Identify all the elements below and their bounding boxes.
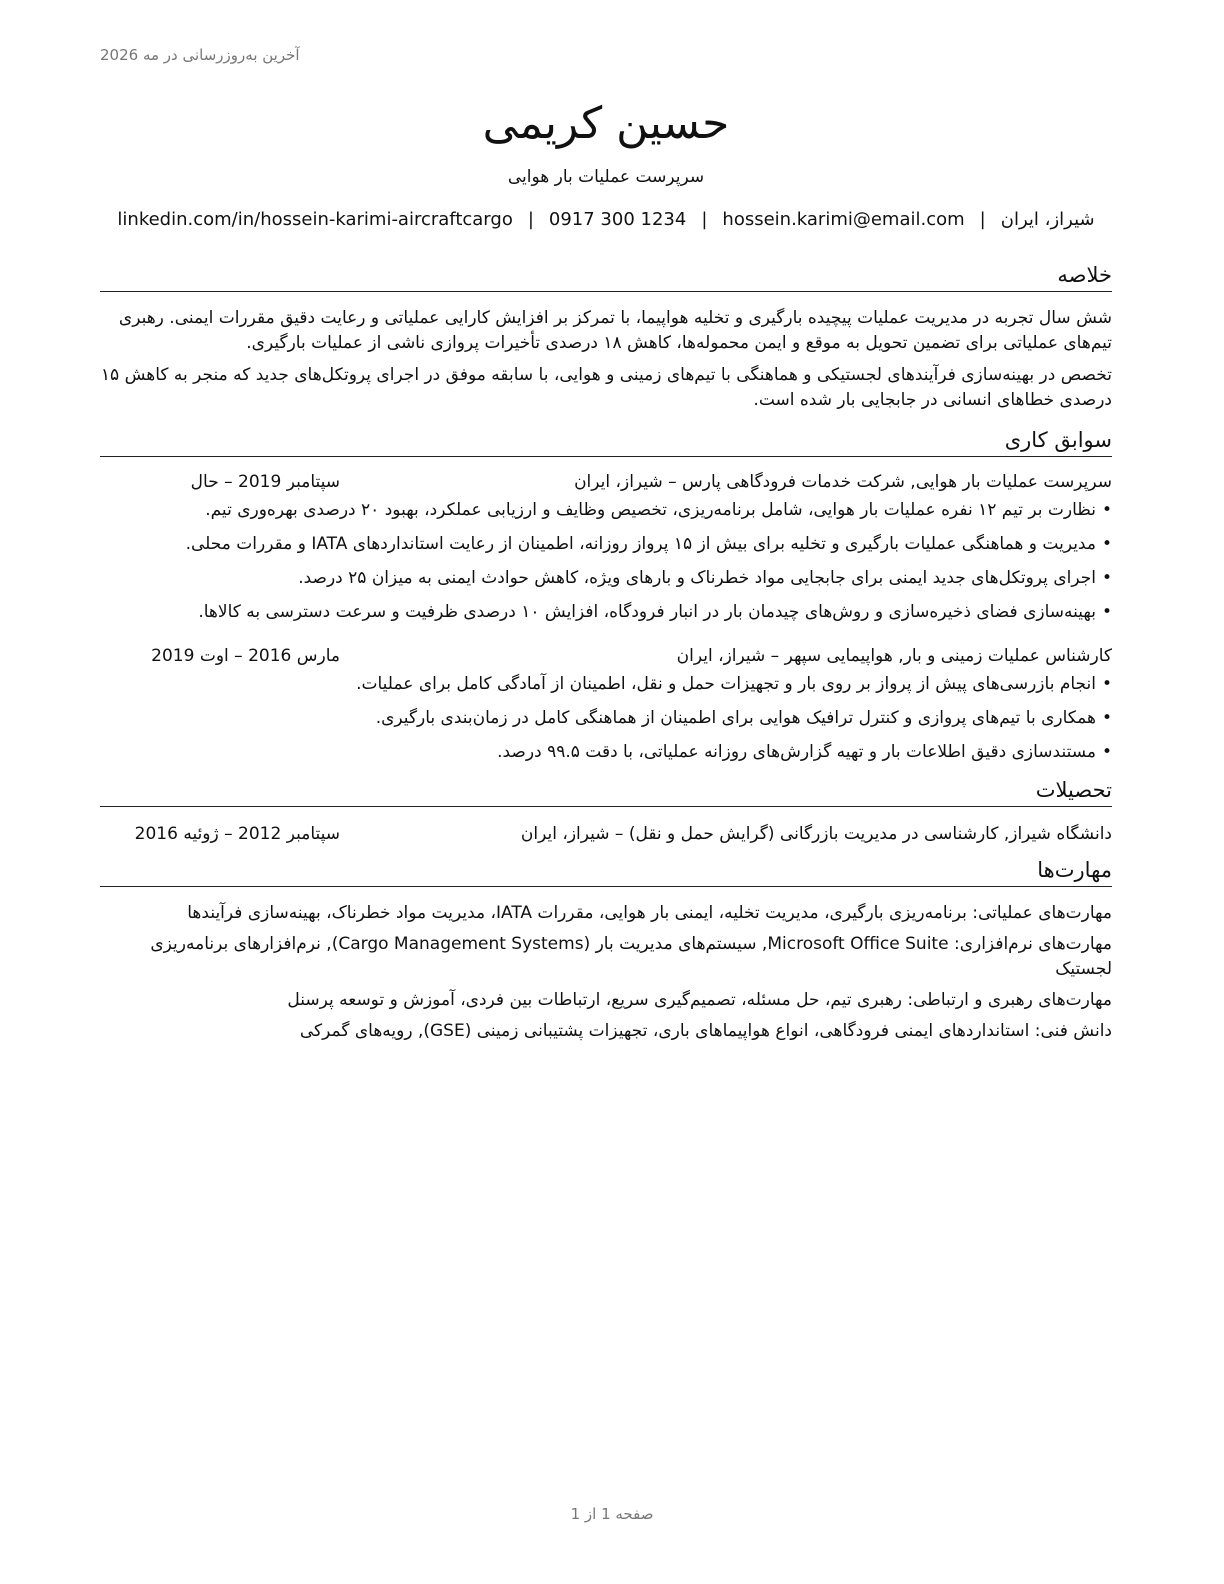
contact-separator: | [979,209,986,230]
job-bullet: • مستندسازی دقیق اطلاعات بار و تهیه گزارش‌های روزانه عملیاتی، با دقت ۹۹.۵ درصد. [100,739,1112,765]
job-entry [100,469,1112,625]
job-bullet: • بهینه‌سازی فضای ذخیره‌سازی و روش‌های چیدمان بار در انبار فرودگاه، افزایش ۱۰ درصدی ظرفیت و سرعت دسترسی به کالاها. [100,599,1112,625]
education-section [100,777,1112,847]
job-role-company: سرپرست عملیات بار هوایی, شرکت خدمات فرودگاهی پارس – شیراز، ایران [574,472,1112,492]
job-header [100,469,1112,495]
summary-section [100,262,1112,413]
job-bullets [100,497,1112,625]
skills-title: مهارت‌ها [100,857,1112,887]
contact-phone[interactable]: 0917 300 1234 [548,209,687,230]
contact-linkedin[interactable]: linkedin.com/in/hossein-karimi-aircraftcargo [117,209,513,230]
job-bullet: • انجام بازرسی‌های پیش از پرواز بر روی بار و تجهیزات حمل و نقل، اطمینان از آمادگی کامل برای عملیات. [100,671,1112,697]
candidate-name: حسین کریمی [482,98,730,149]
education-institution-degree: دانشگاه شیراز, کارشناسی در مدیریت بازرگانی (گرایش حمل و نقل) – شیراز، ایران [520,824,1112,844]
contact-separator: | [527,209,534,230]
job-headline: سرپرست عملیات بار هوایی [507,167,705,187]
skills-section [100,857,1112,1044]
experience-section [100,427,1112,765]
job-dates: مارس 2016 – اوت 2019 [151,646,340,666]
skill-line: مهارت‌های نرم‌افزاری: Microsoft Office Suite, سیستم‌های مدیریت بار (Cargo Management Systems), نرم‌افزارهای برنامه‌ریزی لجستیک [150,934,1112,979]
contact-separator: | [701,209,708,230]
skill-line: مهارت‌های عملیاتی: برنامه‌ریزی بارگیری، مدیریت تخلیه، ایمنی بار هوایی، مقررات IATA، مدیریت مواد خطرناک، بهینه‌سازی فرآیندها [187,903,1112,923]
job-header [100,643,1112,669]
job-role-company: کارشناس عملیات زمینی و بار, هواپیمایی سپهر – شیراز، ایران [676,646,1112,666]
job-entry [100,643,1112,765]
experience-title: سوابق کاری [100,427,1112,457]
job-bullet: • نظارت بر تیم ۱۲ نفره عملیات بار هوایی، شامل برنامه‌ریزی، تخصیص وظایف و ارزیابی عملکرد، بهبود ۲۰ درصدی بهره‌وری تیم. [100,497,1112,523]
summary-paragraph: تخصص در بهینه‌سازی فرآیندهای لجستیکی و هماهنگی با تیم‌های زمینی و هوایی، با سابقه موفق در اجرای پروتکل‌های جدید که منجر به کاهش ۱۵ درصدی خطاهای انسانی در جابجایی بار شده است. [100,365,1112,410]
skill-line: دانش فنی: استانداردهای ایمنی فرودگاهی، انواع هواپیماهای باری، تجهیزات پشتیبانی زمینی (GSE), رویه‌های گمرکی [299,1021,1112,1041]
resume [100,92,1112,1044]
education-dates: سپتامبر 2012 – ژوئیه 2016 [134,824,340,844]
last-updated-note: آخرین به‌روزرسانی در مه 2026 [100,46,300,64]
contact-location: شیراز، ایران [1000,209,1095,230]
page-number: صفحه 1 از 1 [570,1505,654,1523]
summary-title: خلاصه [100,262,1112,292]
job-bullet: • همکاری با تیم‌های پروازی و کنترل ترافیک هوایی برای اطمینان از هماهنگی کامل در زمان‌بندی بارگیری. [100,705,1112,731]
summary-paragraph: شش سال تجربه در مدیریت عملیات پیچیده بارگیری و تخلیه هواپیما، با تمرکز بر افزایش کارایی عملیاتی و رعایت دقیق مقررات ایمنی. رهبری تیم‌های عملیاتی برای تضمین تحویل به موقع و ایمن محموله‌ها، کاهش ۱۸ درصدی تأخیرات پروازی ناشی از عملیات بارگیری. [118,308,1112,353]
education-entry [100,821,1112,847]
education-title: تحصیلات [100,777,1112,807]
contact-email[interactable]: hossein.karimi@email.com [722,209,965,230]
skill-line: مهارت‌های رهبری و ارتباطی: رهبری تیم، حل مسئله، تصمیم‌گیری سریع، ارتباطات بین فردی، آموزش و توسعه پرسنل [287,990,1112,1010]
job-bullet: • مدیریت و هماهنگی عملیات بارگیری و تخلیه برای بیش از ۱۵ پرواز روزانه، اطمینان از رعایت استانداردهای IATA و مقررات محلی. [100,531,1112,557]
job-bullets [100,671,1112,765]
contact-line [100,208,1112,232]
job-bullet: • اجرای پروتکل‌های جدید ایمنی برای جابجایی مواد خطرناک و بارهای ویژه، کاهش حوادث ایمنی به میزان ۲۵ درصد. [100,565,1112,591]
job-dates: سپتامبر 2019 – حال [190,472,340,492]
